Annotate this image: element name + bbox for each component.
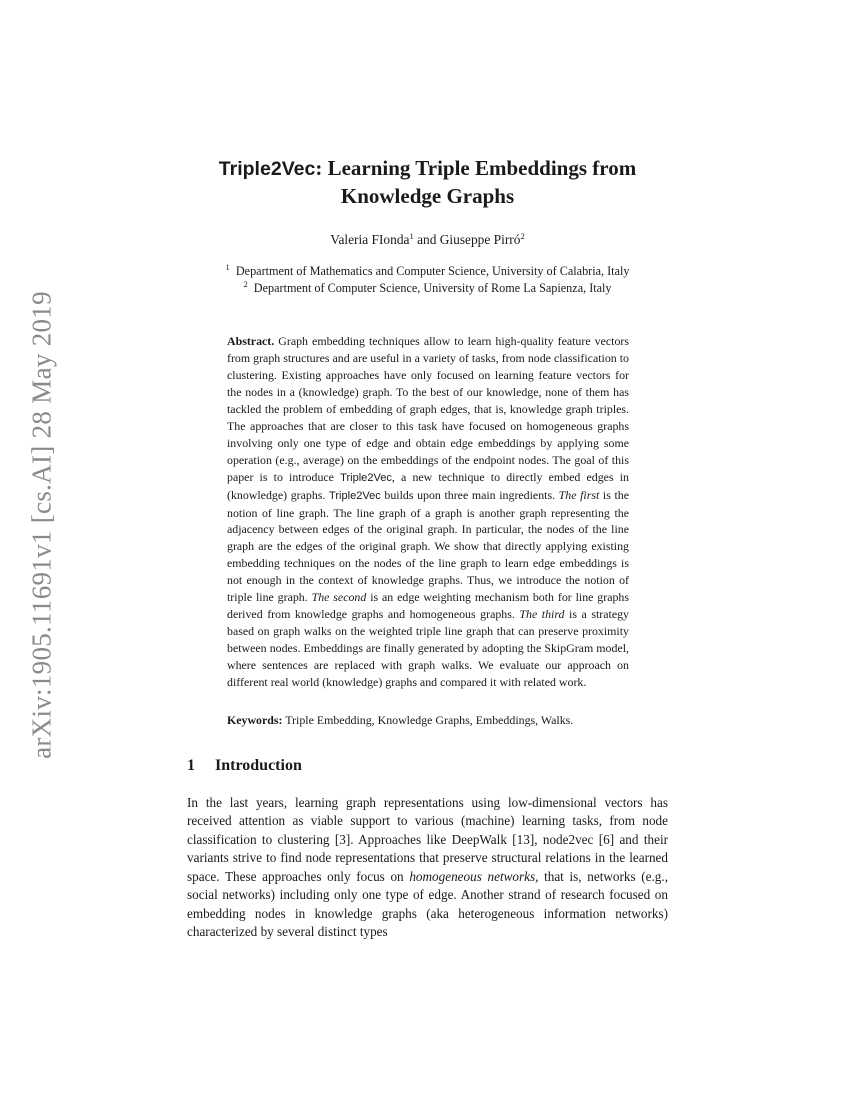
author-2-mark: 2 [520,231,525,241]
affiliation-2-text: Department of Computer Science, University of Rome La Sapienza, Italy [253,281,612,295]
abstract-emph-third: The third [519,607,565,622]
keywords [227,712,629,729]
keywords-label: Keywords: [227,713,283,727]
author-2-name: Giuseppe Pirró [439,232,521,247]
abstract-text-5: is an edge weighting mechanism both for line graphs derived from knowledge graphs and homogeneous graphs. [227,590,630,622]
intro-text-2: , that is, networks (e.g., social networks) including only one type of edge. Another strand of research focused on embedding nodes in knowledge graphs (aka heterogeneous information networks) characterized by several distinct types [187,868,668,940]
abstract [227,333,629,691]
keywords-text: Triple Embedding, Knowledge Graphs, Embeddings, Walks. [282,713,574,727]
title-line1-rest: : Learning Triple Embeddings from [315,156,637,180]
abstract-text-4: is the notion of line graph. The line graph of a graph is another graph representing the adjacency between edges of the original graph. In particular, the nodes of the line graph are the edges of the original graph. We show that directly applying existing embedding techniques on the nodes of the line graph to learn edge embeddings is not enough in the context of knowledge graphs. Thus, we introduce the notion of triple line graph. [227,487,629,605]
intro-text-1: In the last years, learning graph representations using low-dimensional vectors has received attention as viable support to various (machine) learning tasks, from node classification to clustering [3]. Approaches like DeepWalk [13], node2vec [6] and their variants strive to find node representations that preserve structural relations in the learned space. These approaches only focus on [187,795,668,884]
arxiv-identifier-stamp [0,0,56,1100]
section-heading-introduction [187,757,302,775]
affiliation-1-mark: 1 [225,262,230,272]
abstract-emph-first: The first [558,487,600,502]
author-1-mark: 1 [409,231,414,241]
arxiv-stamp-text: arXiv:1905.11691v1 [cs.AI] 28 May 2019 [26,291,57,759]
intro-emph-homogeneous: homogeneous networks [409,868,536,884]
title-line2: Knowledge Graphs [340,184,515,208]
author-1-name: Valeria FIonda [330,232,410,247]
affiliation-1 [150,263,705,280]
section-title: Introduction [215,757,302,774]
affiliation-1-text: Department of Mathematics and Computer Science, University of Calabria, Italy [235,264,630,278]
affiliation-2-mark: 2 [243,279,248,289]
section-number: 1 [187,757,195,774]
abstract-text-6: is a strategy based on graph walks on the weighted triple line graph that can preserve proximity between nodes. Embeddings are finally generated by adopting the SkipGram model, where sentences are replaced with graph walks. We evaluate our approach on different real world (knowledge) graphs and compared it with related work. [227,607,629,690]
abstract-emph-second: The second [311,590,367,605]
abstract-text-3: builds upon three main ingredients. [380,487,559,502]
title-method-name: Triple2Vec [218,158,316,180]
introduction-paragraph [187,794,668,942]
author-connector: and [413,232,440,247]
paper-title [150,155,705,210]
affiliation-2 [150,280,705,297]
abstract-method-name-1: Triple2Vec [340,471,392,484]
abstract-method-name-2: Triple2Vec [329,489,381,502]
abstract-text-2: , a new technique to directly embed edges in (knowledge) graphs. [227,469,629,502]
abstract-text-1: Graph embedding techniques allow to learn high-quality feature vectors from graph structures and are useful in a variety of tasks, from node classification to clustering. Existing approaches have only focused on learning feature vectors for the nodes in a (knowledge) graph. To the best of our knowledge, none of them has tackled the problem of embedding of graph edges, that is, knowledge graph triples. The approaches that are closer to this task have focused on homogeneous graphs involving only one type of edge and obtain edge embeddings by applying some operation (e.g., average) on the embeddings of the endpoint nodes. The goal of this paper is to introduce [227,334,629,484]
affiliations [150,263,705,297]
abstract-label: Abstract. [227,334,275,348]
author-list [150,232,705,248]
